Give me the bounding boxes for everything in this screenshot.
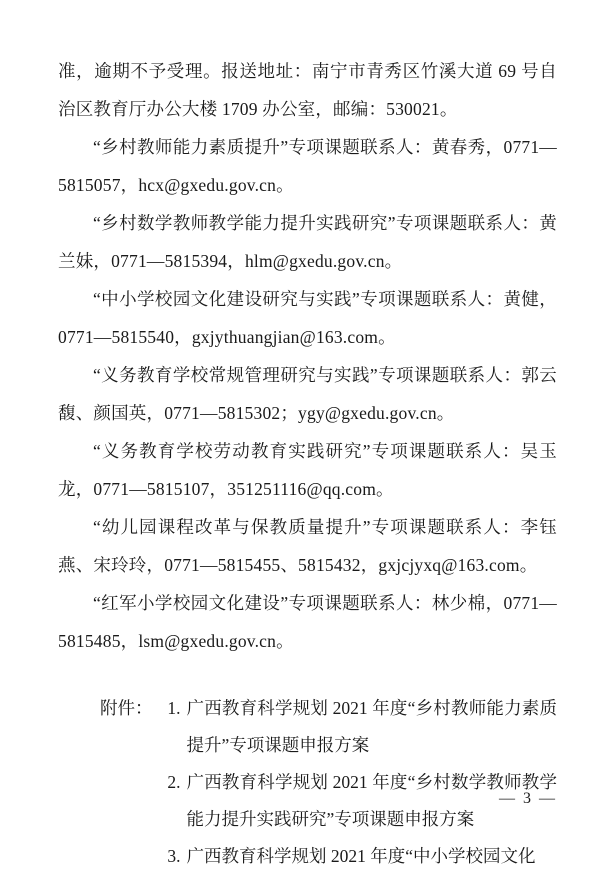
- attachment-text: 广西教育科学规划 2021 年度“乡村教师能力素质提升”专项课题申报方案: [186, 698, 557, 755]
- attachment-block: [58, 690, 557, 875]
- paragraph-contact-routine-management: “义务教育学校常规管理研究与实践”专项课题联系人：郭云馥、颜国英，0771—5815302；ygy@gxedu.gov.cn。: [58, 365, 557, 423]
- attachment-row: [58, 690, 557, 875]
- page-number: — 3 —: [499, 790, 557, 807]
- attachment-number: 1.: [167, 698, 181, 718]
- paragraph-contact-kindergarten: “幼儿园课程改革与保教质量提升”专项课题联系人：李钰燕、宋玲玲，0771—5815455、5815432，gxjcjyxq@163.com。: [58, 517, 557, 575]
- attachment-list: [153, 690, 558, 875]
- paragraph-contact-campus-culture: “中小学校园文化建设研究与实践”专项课题联系人：黄健，0771—5815540，gxjythuangjian@163.com。: [58, 289, 557, 347]
- paragraph-contact-rural-math: “乡村数学教师教学能力提升实践研究”专项课题联系人：黄兰妹，0771—5815394，hlm@gxedu.gov.cn。: [58, 213, 557, 271]
- paragraph-address: 准，逾期不予受理。报送地址：南宁市青秀区竹溪大道 69 号自治区教育厅办公大楼 1709 办公室，邮编：530021。: [58, 61, 557, 119]
- attachment-text: 广西教育科学规划 2021 年度“中小学校园文化: [186, 846, 536, 866]
- paragraph-contact-red-army: “红军小学校园文化建设”专项课题联系人：林少棉，0771—5815485，lsm@gxedu.gov.cn。: [58, 593, 557, 651]
- paragraph-contact-rural-teacher: “乡村教师能力素质提升”专项课题联系人：黄春秀，0771—5815057，hcx@gxedu.gov.cn。: [58, 137, 557, 195]
- attachment-item: [153, 838, 558, 875]
- attachment-number: 2.: [167, 772, 181, 792]
- attachment-text: 广西教育科学规划 2021 年度“乡村数学教师教学能力提升实践研究”专项课题申报方案: [186, 772, 557, 829]
- attachment-item: [153, 690, 558, 764]
- attachment-label: 附件：: [100, 698, 153, 718]
- paragraph-contact-labor-education: “义务教育学校劳动教育实践研究”专项课题联系人：吴玉龙，0771—5815107，351251116@qq.com。: [58, 441, 557, 499]
- attachment-number: 3.: [167, 846, 181, 866]
- attachment-item: [153, 764, 558, 838]
